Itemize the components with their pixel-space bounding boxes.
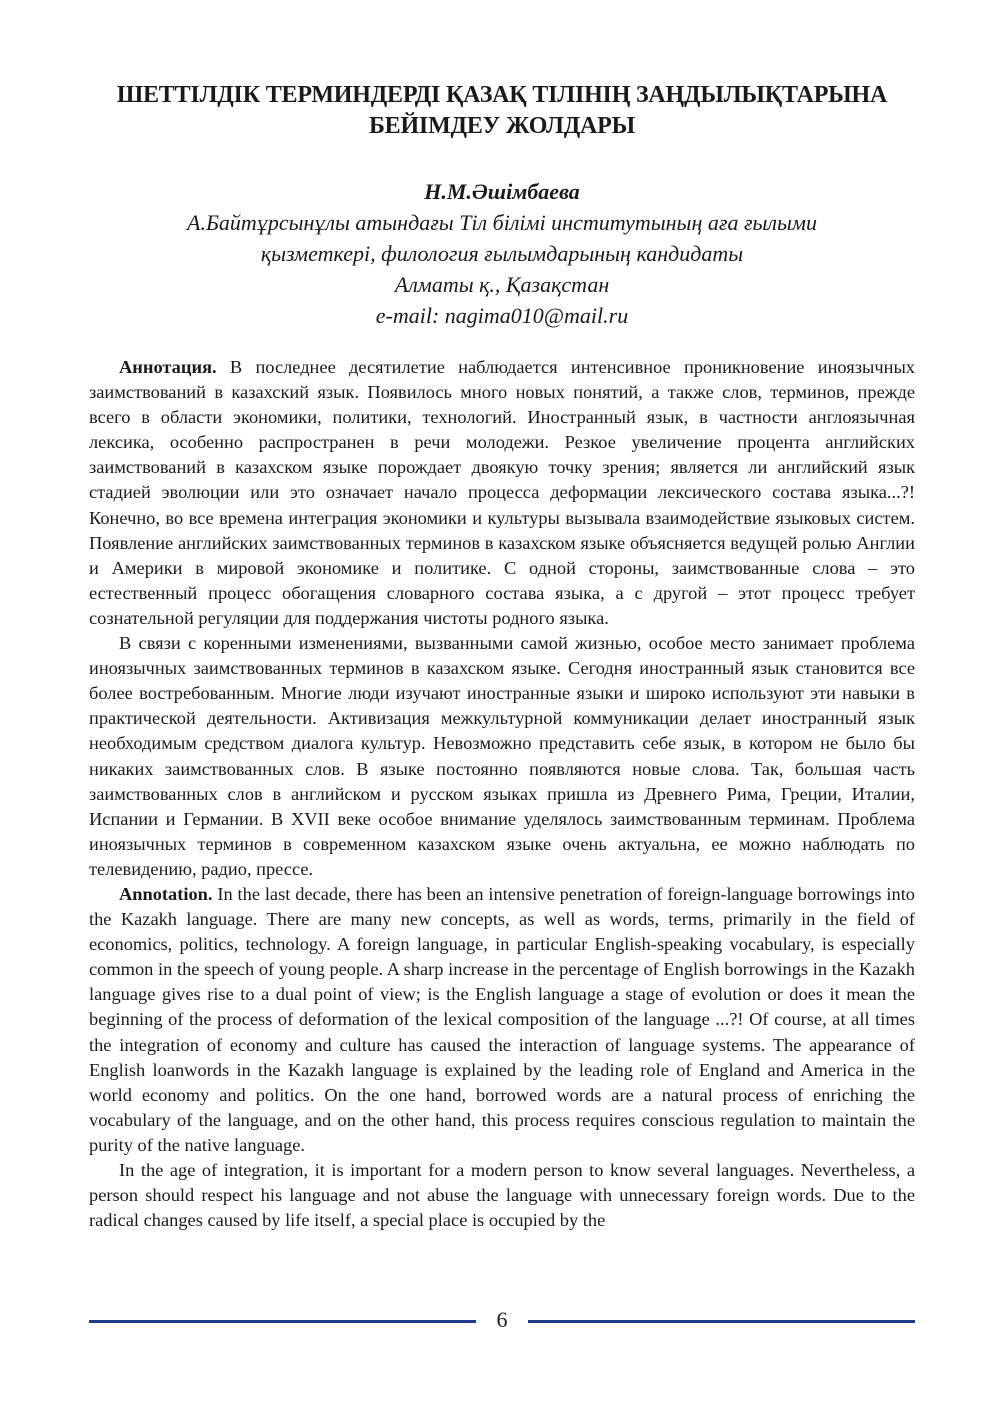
page-number: 6 (496, 1307, 508, 1332)
abstract-english-label: Annotation. (119, 883, 213, 904)
article-title (89, 80, 915, 142)
author-location: Алматы қ., Қазақстан (394, 272, 610, 297)
page-footer (89, 1305, 915, 1335)
abstract-english-text: In the last decade, there has been an intensive penetration of foreign-language borrowings into the Kazakh language. There are many new concepts, as well as words, terms, primarily in the field of economics, politics, technology. A foreign language, in particular English-speaking vocabulary, is especially common in the speech of young people. A sharp increase in the percentage of English borrowings in the Kazakh language gives rise to a dual point of view; is the English language a stage of evolution or does it mean the beginning of the process of deformation of the lexical composition of the language ...?! Of course, at all times the integration of economy and culture has caused the interaction of language systems. The appearance of English loanwords in the Kazakh language is explained by the leading role of England and America in the world economy and politics. On the one hand, borrowed words are a natural process of enriching the vocabulary of the language, and on the other hand, this process requires conscious regulation to maintain the purity of the native language. (89, 883, 915, 1155)
footer-rule-right (528, 1320, 915, 1323)
paragraph-russian-2: В связи с коренными изменениями, вызванными самой жизнью, особое место занимает проблема иноязычных заимствованных терминов в казахском языке. Сегодня иностранный язык становится все более востребованным. Многие люди изучают иностранные языки и широко используют эти навыки в практической деятельности. Активизация межкультурной коммуникации делает иностранный язык необходимым средством диалога культур. Невозможно представить себе язык, в котором не было бы никаких заимствованных слов. В языке постоянно появляются новые слова. Так, большая часть заимствованных слов в английском и русском языках пришла из Древнего Рима, Греции, Италии, Испании и Германии. В XVII веке особое внимание уделялось заимствованным терминам. Проблема иноязычных терминов в современном казахском языке очень актуальна, ее можно наблюдать по телевидению, радио, прессе. (89, 633, 915, 879)
title-line-2: БЕЙІМДЕУ ЖОЛДАРЫ (368, 113, 636, 139)
abstract-russian-text: В последнее десятилетие наблюдается интенсивное проникновение иноязычных заимствований в казахский язык. Появилось много новых понятий, а также слов, терминов, прежде всего в области экономики, политики, технологий. Иностранный язык, в частности англоязычная лексика, особенно распространен в речи молодежи. Резкое увеличение процента английских заимствований в казахском языке порождает двоякую точку зрения; является ли английский язык стадией эволюции или это означает начало процесса деформации лексического состава языка...?! Конечно, во все времена интеграция экономики и культуры вызывала взаимодействие языковых систем. Появление английских заимствованных терминов в казахском языке объясняется ведущей ролью Англии и Америки в мировой экономике и политике. С одной стороны, заимствованные слова – это естественный процесс обогащения словарного состава языка, а с другой – этот процесс требует сознательной регуляции для поддержания чистоты родного языка. (89, 357, 915, 628)
footer-rule-left (89, 1320, 476, 1323)
abstract-russian-label: Аннотация. (119, 357, 217, 377)
affiliation-line-2: қызметкері, филология ғылымдарының кандидаты (260, 241, 744, 266)
author-email: e-mail: nagima010@mail.ru (375, 303, 629, 328)
abstract-english (89, 882, 915, 1158)
paragraph-english-2: In the age of integration, it is important for a modern person to know several languages. Nevertheless, a person should respect his language and not abuse the language with unnecessary foreign words. Due to the radical changes caused by life itself, a special place is occupied by the (89, 1160, 915, 1231)
affiliation-line-1: А.Байтұрсынұлы атындағы Тіл білімі институтының аға ғылыми (187, 210, 817, 235)
article-body (89, 355, 915, 1233)
abstract-russian (89, 355, 915, 631)
article-page (89, 80, 915, 1233)
title-line-1: ШЕТТІЛДІК ТЕРМИНДЕРДІ ҚАЗАҚ ТІЛІНІҢ ЗАҢДЫЛЫҚТАРЫНА (116, 82, 888, 108)
author-block (89, 176, 915, 331)
author-name: Н.М.Әшімбаева (424, 179, 580, 204)
